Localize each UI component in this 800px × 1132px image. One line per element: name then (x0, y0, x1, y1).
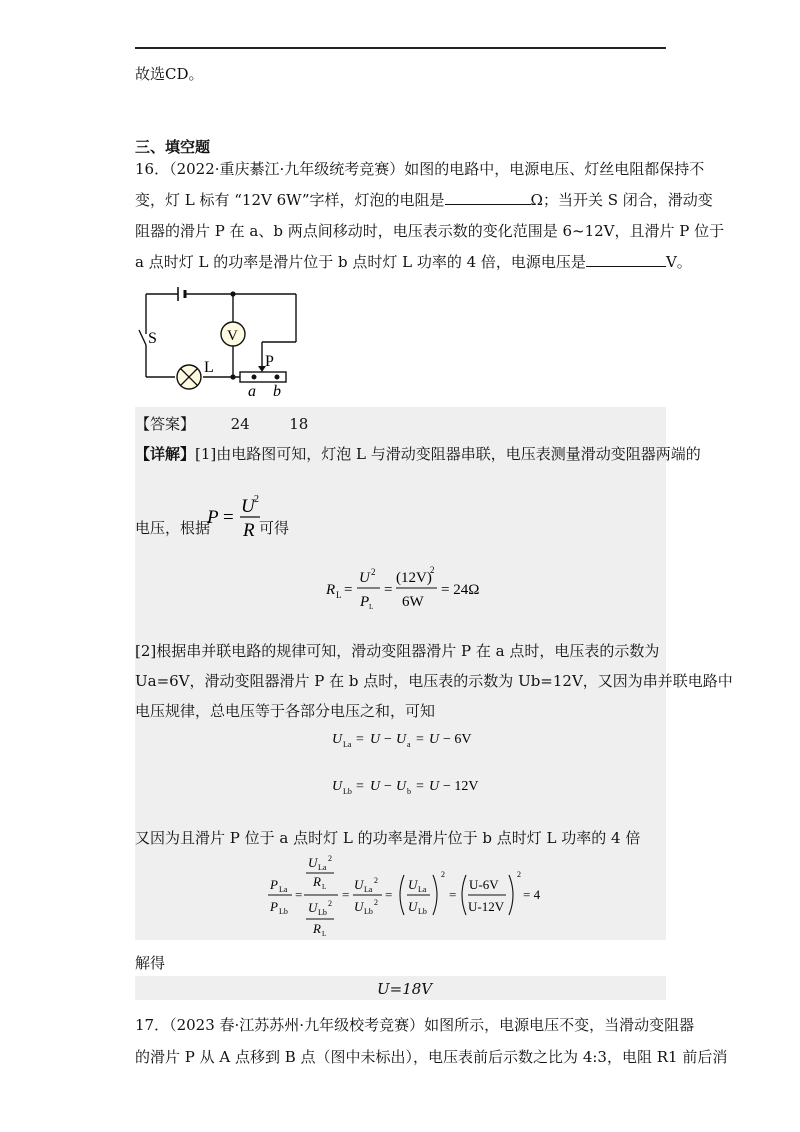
previous-answer: 故选CD。 (135, 65, 204, 83)
point-b-label: b (273, 383, 281, 400)
detail-line-5: 电压规律，总电压等于各部分电压之和，可知 (135, 702, 436, 720)
answer-blank-1[interactable] (445, 192, 531, 205)
svg-text:L: L (322, 930, 327, 938)
svg-text:U: U (359, 570, 370, 586)
q17-line-1: 17．（2023 春·江苏苏州·九年级校考竞赛）如图所示，电源电压不变，当滑动变阻器 (135, 1016, 695, 1034)
svg-text:U: U (408, 899, 418, 914)
q16-line-4 (135, 251, 692, 272)
svg-text:La: La (364, 885, 373, 894)
point-a-label: a (248, 383, 256, 400)
svg-text:U: U (370, 732, 381, 747)
section-heading: 三、填空题 (135, 138, 211, 156)
svg-text:(12V): (12V) (396, 570, 432, 586)
svg-text:L: L (336, 590, 342, 600)
svg-text:La: La (318, 863, 327, 872)
answer-tag: 【答案】 (135, 415, 196, 433)
svg-text:U: U (396, 779, 407, 794)
junction-top (230, 291, 235, 296)
q16-line-2 (135, 189, 713, 210)
svg-text:=: = (356, 732, 364, 747)
svg-text:Lb: Lb (418, 907, 427, 916)
svg-text:R: R (326, 582, 336, 598)
svg-text:−: − (384, 779, 392, 794)
svg-text:U: U (308, 900, 318, 915)
svg-text:=: = (342, 887, 350, 902)
svg-text:L: L (322, 883, 327, 891)
svg-text:2: 2 (254, 494, 259, 505)
svg-text:−: − (384, 732, 392, 747)
svg-text:=: = (416, 779, 424, 794)
formula-resistance (324, 563, 484, 613)
svg-text:U: U (332, 779, 343, 794)
svg-text:=: = (356, 779, 364, 794)
formula-ulb (330, 773, 490, 799)
svg-text:U: U (308, 855, 318, 870)
circuit-diagram (130, 282, 305, 400)
detail-line-1 (135, 443, 701, 464)
svg-text:Lb: Lb (279, 907, 288, 916)
voltmeter-label: V (227, 328, 238, 344)
lamp-label: L (204, 359, 214, 376)
svg-text:U: U (332, 732, 343, 747)
svg-text:6W: 6W (402, 594, 424, 610)
svg-text:P: P (207, 507, 219, 528)
svg-text:U: U (429, 779, 440, 794)
detail-line-2-end (259, 517, 289, 538)
svg-text:=: = (344, 582, 353, 598)
svg-text:Lb: Lb (343, 787, 352, 796)
detail-line-3: [2]根据串并联电路的规律可知，滑动变阻器滑片 P 在 a 点时，电压表的示数为 (135, 642, 660, 660)
svg-text:L: L (369, 603, 374, 611)
svg-text:a: a (407, 740, 411, 749)
svg-text:2: 2 (328, 854, 332, 863)
result-text: U=18V (377, 980, 433, 998)
svg-text:P: P (270, 877, 278, 892)
answer-value-2: 18 (289, 415, 309, 433)
answer-value-1: 24 (230, 415, 250, 433)
svg-text:La: La (343, 740, 352, 749)
detail-text-2a: 电压，根据 (135, 519, 211, 537)
svg-text:= 24Ω: = 24Ω (441, 582, 480, 598)
svg-text:U-6V: U-6V (469, 877, 499, 892)
switch-blade (139, 330, 146, 345)
svg-text:R: R (243, 520, 255, 541)
svg-text:U: U (408, 877, 418, 892)
svg-text:− 12V: − 12V (443, 779, 479, 794)
detail-text-2b: 可得 (259, 519, 290, 537)
svg-text:P: P (360, 594, 370, 610)
q16-line-1: 16．（2022·重庆綦江·九年级统考竞赛）如图的电路中，电源电压、灯丝电阻都保持不 (135, 160, 705, 178)
svg-text:U: U (370, 779, 381, 794)
svg-text:=: = (295, 887, 303, 902)
detail-line-2 (135, 517, 210, 538)
svg-text:=: = (223, 507, 234, 528)
svg-text:− 6V: − 6V (443, 732, 472, 747)
svg-text:= 4: = 4 (523, 887, 541, 902)
svg-text:2: 2 (441, 870, 445, 879)
top-rule (135, 47, 666, 49)
q16-line-4-text-a: a 点时灯 L 的功率是滑片位于 b 点时灯 L 功率的 4 倍，电源电压是 (135, 253, 586, 271)
svg-text:=: = (449, 887, 457, 902)
svg-text:U: U (354, 899, 364, 914)
svg-text:U-12V: U-12V (468, 899, 505, 914)
detail-text-1: [1]由电路图可知，灯泡 L 与滑动变阻器串联，电压表测量滑动变阻器两端的 (195, 445, 701, 463)
svg-text:Lb: Lb (318, 908, 327, 917)
svg-text:=: = (384, 582, 393, 598)
q16-line-4-text-b: V。 (665, 253, 692, 271)
svg-text:R: R (313, 874, 321, 889)
solve-label: 解得 (135, 954, 166, 972)
svg-text:U: U (354, 877, 364, 892)
formula-power (205, 493, 261, 539)
svg-text:b: b (407, 787, 411, 796)
formula-power-ratio (268, 853, 541, 939)
answer-blank-2[interactable] (586, 254, 666, 267)
svg-text:La: La (418, 885, 427, 894)
svg-text:P: P (270, 899, 278, 914)
svg-text:La: La (279, 885, 288, 894)
slider-label: P (265, 353, 274, 370)
q16-line-2-text-a: 变，灯 L 标有 “12V 6W”字样，灯泡的电阻是 (135, 191, 445, 209)
svg-text:2: 2 (374, 898, 378, 907)
detail-line-6: 又因为且滑片 P 位于 a 点时灯 L 的功率是滑片位于 b 点时灯 L 功率的 4 倍 (135, 829, 641, 847)
q17-line-2: 的滑片 P 从 A 点移到 B 点（图中未标出），电压表前后示数之比为 4:3，电阻 R1 前后消 (135, 1048, 728, 1066)
q16-line-3: 阻器的滑片 P 在 a、b 两点间移动时，电压表示数的变化范围是 6~12V，且滑片 P 位于 (135, 222, 725, 240)
svg-text:U: U (241, 496, 255, 517)
svg-text:2: 2 (517, 870, 521, 879)
switch-label: S (148, 330, 157, 347)
answer-line (135, 413, 308, 434)
svg-text:=: = (385, 887, 393, 902)
svg-text:Lb: Lb (364, 907, 373, 916)
svg-text:U: U (396, 732, 407, 747)
detail-line-4: Ua=6V，滑动变阻器滑片 P 在 b 点时，电压表的示数为 Ub=12V，又因为串并联电路中 (135, 672, 733, 690)
formula-ula (330, 726, 490, 752)
svg-text:U: U (429, 732, 440, 747)
point-a-dot (252, 375, 257, 380)
svg-text:2: 2 (328, 899, 332, 908)
svg-text:2: 2 (430, 565, 435, 575)
detail-tag: 【详解】 (135, 445, 196, 463)
point-b-dot (275, 375, 280, 380)
svg-text:2: 2 (374, 876, 378, 885)
q16-line-2-text-b: Ω；当开关 S 闭合，滑动变 (530, 191, 713, 209)
svg-text:2: 2 (371, 567, 376, 577)
svg-text:R: R (313, 921, 321, 936)
svg-text:=: = (416, 732, 424, 747)
junction-bottom (230, 374, 235, 379)
